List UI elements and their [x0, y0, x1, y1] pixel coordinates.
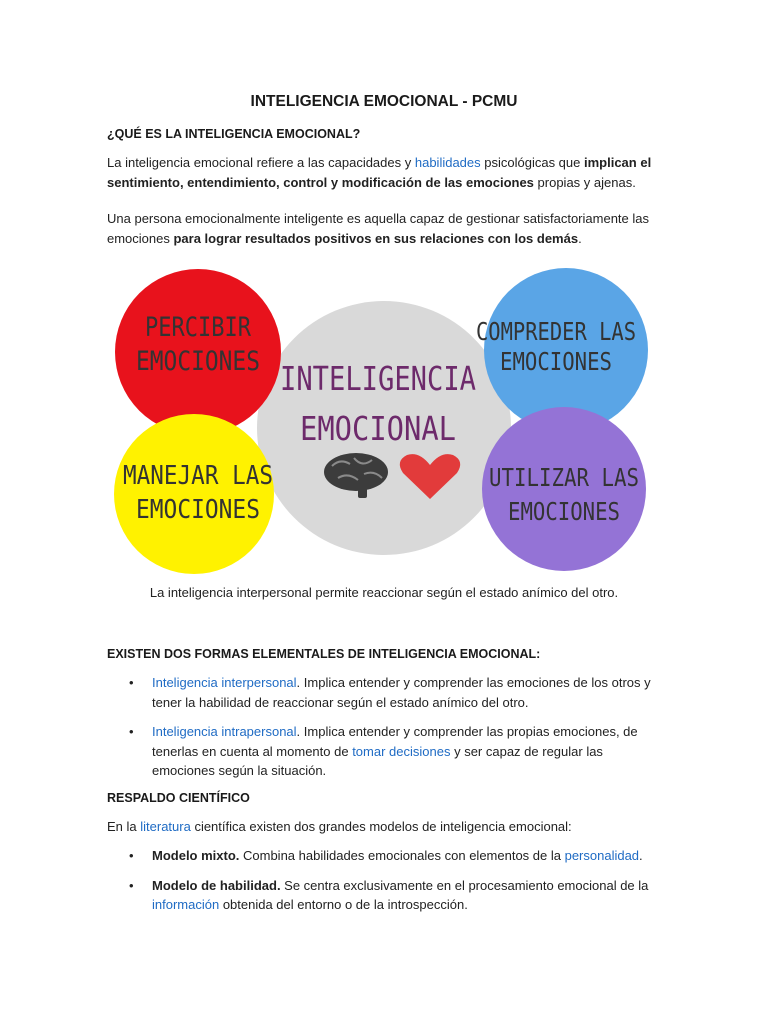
comprender-line2: EMOCIONES: [500, 347, 612, 376]
section-heading-scientific-support: RESPALDO CIENTÍFICO: [107, 791, 250, 805]
text-run: Implica entender y comprender las emociones de los otros y tener la habilidad de reaccionar según el estado anímico del otro.: [152, 675, 651, 710]
list-item: [107, 846, 667, 866]
link-intrapersonal[interactable]: Inteligencia intrapersonal: [152, 724, 297, 739]
section-heading-what-is: ¿QUÉ ES LA INTELIGENCIA EMOCIONAL?: [107, 127, 361, 141]
link-personalidad[interactable]: personalidad: [564, 848, 640, 863]
text-run: .: [639, 848, 643, 863]
list-item: [107, 673, 667, 712]
text-run: Implica entender y comprender las propias emociones, de tenerlas en cuenta al momento de: [152, 724, 638, 759]
text-run: .: [296, 724, 301, 739]
text-run: Combina habilidades emocionales con elementos de la: [239, 848, 565, 863]
text-run: En la: [107, 819, 141, 834]
paragraph-definition: [107, 153, 667, 193]
text-run: Una persona emocionalmente inteligente es aquella capaz de gestionar satisfactoriamente las emociones: [107, 211, 649, 246]
text-run: .: [578, 231, 582, 246]
manejar-line1: MANEJAR LAS: [123, 461, 273, 491]
bold-text-run: Modelo mixto.: [152, 848, 240, 863]
link-informacion[interactable]: información: [152, 897, 220, 912]
text-run: científica existen dos grandes modelos de inteligencia emocional:: [190, 819, 572, 834]
bold-text-run: implican el sentimiento, entendimiento, control y modificación de las emociones: [107, 155, 652, 190]
link-habilidades[interactable]: habilidades: [414, 155, 481, 170]
document-title: INTELIGENCIA EMOCIONAL - PCMU: [250, 93, 518, 110]
list-item: [107, 722, 667, 781]
link-tomar-decisiones[interactable]: tomar decisiones: [352, 743, 451, 759]
text-run: obtenida del entorno o de la introspección.: [219, 897, 468, 912]
manejar-line2: EMOCIONES: [136, 495, 260, 525]
center-text-line1: INTELIGENCIA: [280, 359, 477, 398]
percibir-line1: PERCIBIR: [145, 312, 252, 343]
utilizar-line1: UTILIZAR LAS: [489, 463, 639, 492]
manejar-circle: [114, 414, 274, 574]
bullet-marker: •: [129, 877, 134, 893]
figure-caption: La inteligencia interpersonal permite reaccionar según el estado anímico del otro.: [149, 585, 619, 600]
bullet-marker: •: [129, 848, 134, 863]
bold-text-run: Modelo de habilidad.: [152, 877, 281, 893]
text-run: La inteligencia emocional refiere a las capacidades y: [107, 155, 415, 170]
link-interpersonal[interactable]: Inteligencia interpersonal: [152, 675, 297, 690]
models-bullet-list: [107, 846, 667, 915]
section-heading-two-forms: EXISTEN DOS FORMAS ELEMENTALES DE INTELIGENCIA EMOCIONAL:: [107, 647, 541, 661]
link-literatura[interactable]: literatura: [140, 819, 191, 834]
text-run: propias y ajenas.: [533, 175, 636, 190]
text-run: y ser capaz de regular las emociones según la situación.: [152, 743, 603, 778]
utilizar-line2: EMOCIONES: [508, 497, 620, 526]
paragraph-emotionally-intelligent: [107, 209, 667, 249]
list-item: [107, 876, 667, 915]
text-run: .: [296, 675, 301, 690]
percibir-line2: EMOCIONES: [136, 346, 260, 377]
bullet-marker: •: [129, 675, 134, 690]
text-run: Se centra exclusivamente en el procesamiento emocional de la: [280, 877, 649, 893]
bullet-marker: •: [129, 724, 134, 739]
text-run: psicológicas que: [480, 155, 584, 170]
forms-bullet-list: [107, 673, 667, 781]
center-text-line2: EMOCIONAL: [300, 409, 456, 448]
comprender-line1: COMPREDER LAS: [476, 317, 636, 346]
emotional-intelligence-figure: [112, 266, 648, 572]
bold-text-run: para lograr resultados positivos en sus relaciones con los demás: [173, 231, 579, 246]
paragraph-literature: [107, 817, 667, 837]
